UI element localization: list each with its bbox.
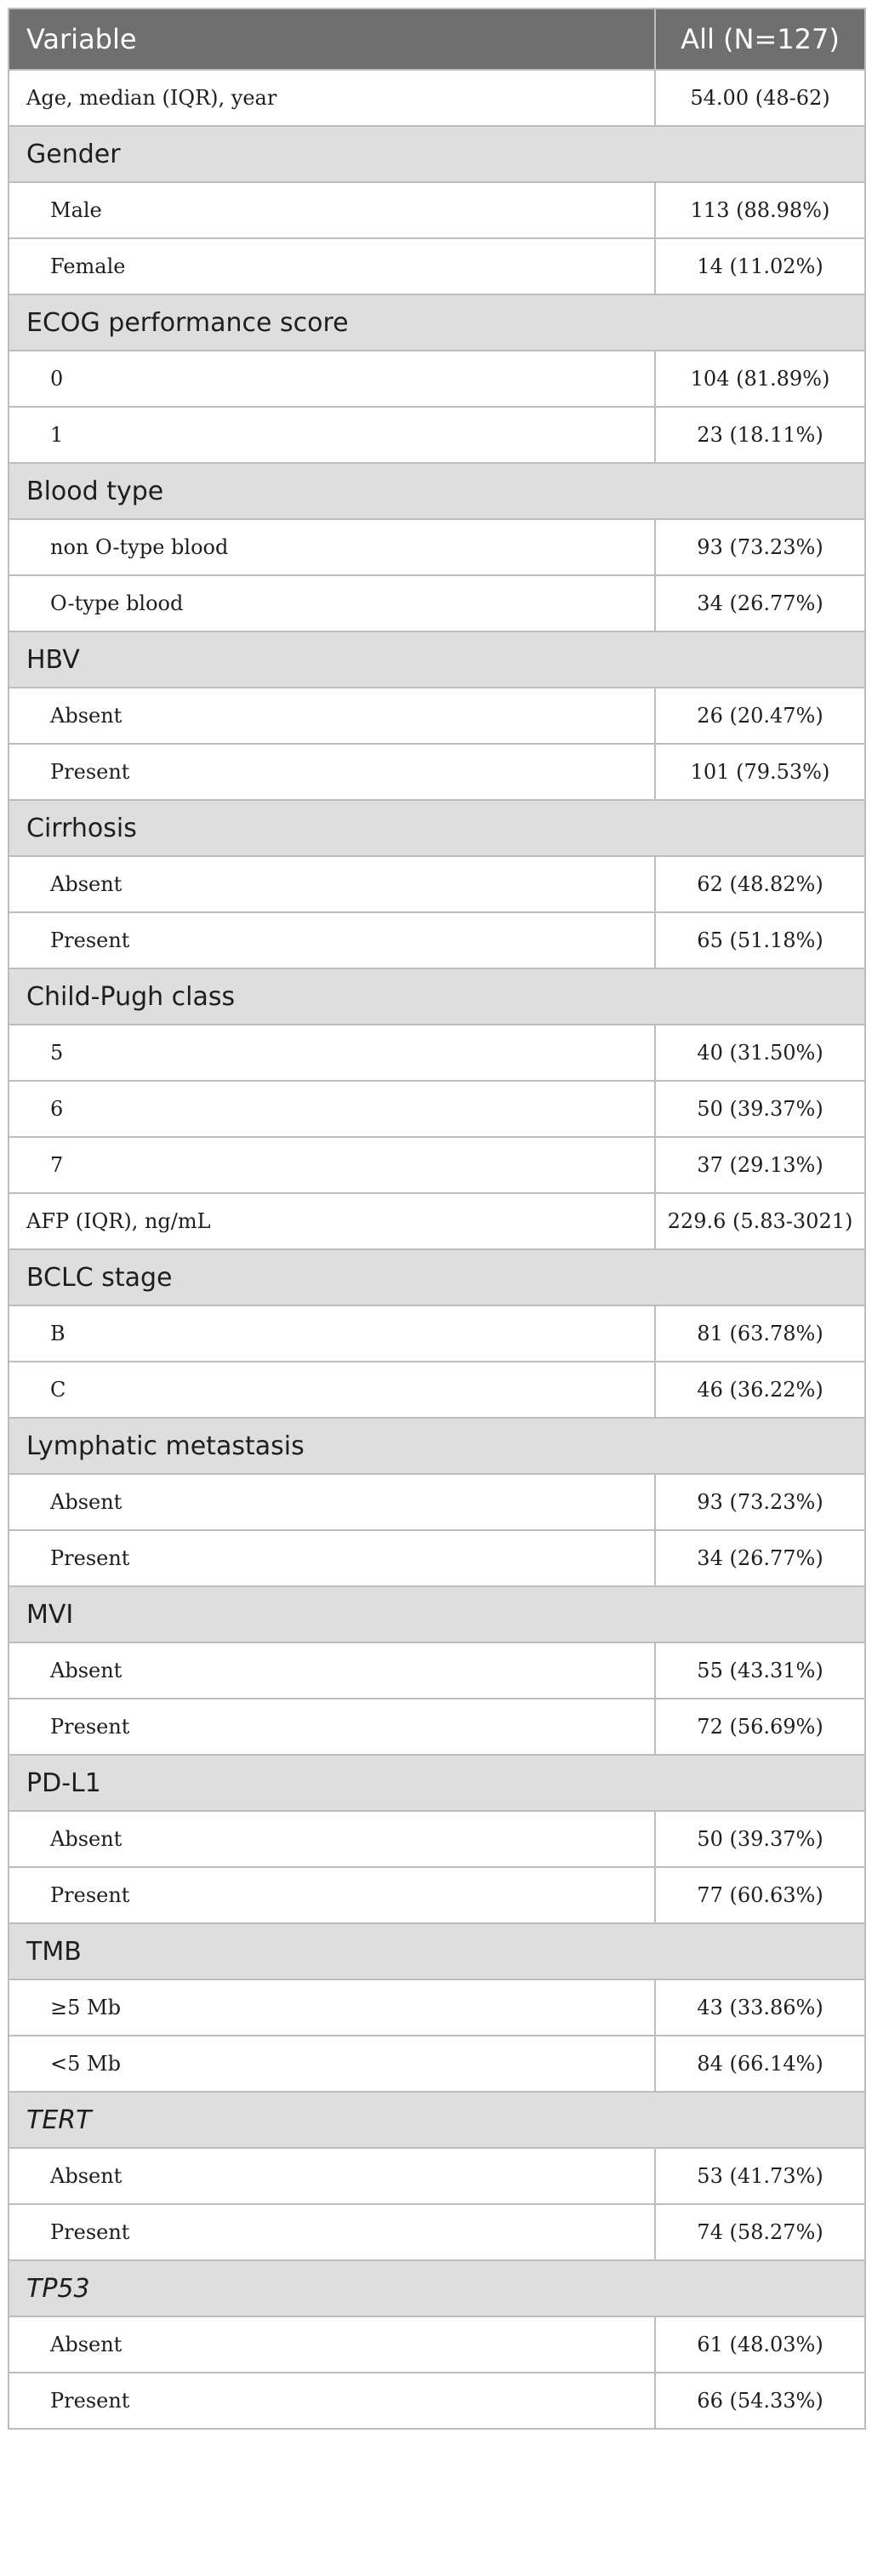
group-label: MVI bbox=[9, 1586, 865, 1642]
row-label: 0 bbox=[9, 351, 655, 407]
row-label: <5 Mb bbox=[9, 2036, 655, 2092]
table-row bbox=[9, 2204, 865, 2260]
table-row bbox=[9, 1867, 865, 1923]
row-value: 101 (79.53%) bbox=[655, 744, 865, 800]
row-label: Female bbox=[9, 238, 655, 294]
row-value: 61 (48.03%) bbox=[655, 2316, 865, 2373]
group-row bbox=[9, 126, 865, 182]
group-row bbox=[9, 1923, 865, 1979]
table-row bbox=[9, 688, 865, 744]
row-value: 50 (39.37%) bbox=[655, 1081, 865, 1137]
row-value: 229.6 (5.83-3021) bbox=[655, 1193, 865, 1249]
group-label: Blood type bbox=[9, 463, 865, 519]
header-row bbox=[9, 9, 865, 70]
row-label: Absent bbox=[9, 688, 655, 744]
row-label: Absent bbox=[9, 2316, 655, 2373]
row-label: Age, median (IQR), year bbox=[9, 70, 655, 126]
row-label: Absent bbox=[9, 856, 655, 912]
table-row bbox=[9, 2373, 865, 2429]
group-row bbox=[9, 1755, 865, 1811]
table-row bbox=[9, 575, 865, 631]
table-row bbox=[9, 182, 865, 238]
group-label: TP53 bbox=[9, 2260, 865, 2316]
table-row bbox=[9, 912, 865, 968]
row-value: 74 (58.27%) bbox=[655, 2204, 865, 2260]
row-value: 26 (20.47%) bbox=[655, 688, 865, 744]
table-row bbox=[9, 1193, 865, 1249]
group-row bbox=[9, 463, 865, 519]
row-value: 14 (11.02%) bbox=[655, 238, 865, 294]
row-value: 34 (26.77%) bbox=[655, 1530, 865, 1586]
table-row bbox=[9, 744, 865, 800]
row-value: 50 (39.37%) bbox=[655, 1811, 865, 1867]
group-label: Child-Pugh class bbox=[9, 968, 865, 1025]
row-value: 23 (18.11%) bbox=[655, 407, 865, 463]
row-label: ≥5 Mb bbox=[9, 1979, 655, 2036]
group-label: TMB bbox=[9, 1923, 865, 1979]
table-row bbox=[9, 1305, 865, 1362]
table-row bbox=[9, 2036, 865, 2092]
row-label: AFP (IQR), ng/mL bbox=[9, 1193, 655, 1249]
table-row bbox=[9, 2316, 865, 2373]
row-value: 55 (43.31%) bbox=[655, 1642, 865, 1699]
row-label: Absent bbox=[9, 1642, 655, 1699]
row-label: Absent bbox=[9, 1811, 655, 1867]
table-row bbox=[9, 1642, 865, 1699]
table-row bbox=[9, 1811, 865, 1867]
row-label: non O-type blood bbox=[9, 519, 655, 575]
row-value: 37 (29.13%) bbox=[655, 1137, 865, 1193]
baseline-characteristics-table bbox=[8, 8, 866, 2430]
group-row bbox=[9, 1586, 865, 1642]
row-value: 43 (33.86%) bbox=[655, 1979, 865, 2036]
row-label: O-type blood bbox=[9, 575, 655, 631]
group-label: Cirrhosis bbox=[9, 800, 865, 856]
row-label: Present bbox=[9, 2373, 655, 2429]
row-value: 113 (88.98%) bbox=[655, 182, 865, 238]
row-label: 7 bbox=[9, 1137, 655, 1193]
row-label: Absent bbox=[9, 1474, 655, 1530]
table-row bbox=[9, 407, 865, 463]
row-value: 93 (73.23%) bbox=[655, 519, 865, 575]
row-label: Present bbox=[9, 1530, 655, 1586]
group-row bbox=[9, 294, 865, 351]
row-label: Present bbox=[9, 1699, 655, 1755]
group-row bbox=[9, 968, 865, 1025]
group-label: TERT bbox=[9, 2092, 865, 2148]
row-value: 40 (31.50%) bbox=[655, 1025, 865, 1081]
row-value: 66 (54.33%) bbox=[655, 2373, 865, 2429]
table-row bbox=[9, 1699, 865, 1755]
row-label: C bbox=[9, 1362, 655, 1418]
row-value: 65 (51.18%) bbox=[655, 912, 865, 968]
header-variable: Variable bbox=[9, 9, 655, 70]
row-label: Present bbox=[9, 744, 655, 800]
row-value: 54.00 (48-62) bbox=[655, 70, 865, 126]
group-row bbox=[9, 631, 865, 688]
table-row bbox=[9, 1362, 865, 1418]
table-row bbox=[9, 1474, 865, 1530]
row-label: 6 bbox=[9, 1081, 655, 1137]
group-row bbox=[9, 1249, 865, 1305]
row-label: Present bbox=[9, 1867, 655, 1923]
row-value: 104 (81.89%) bbox=[655, 351, 865, 407]
row-label: Male bbox=[9, 182, 655, 238]
row-label: Present bbox=[9, 912, 655, 968]
row-value: 62 (48.82%) bbox=[655, 856, 865, 912]
table-row bbox=[9, 1025, 865, 1081]
table-row bbox=[9, 2148, 865, 2204]
group-row bbox=[9, 1418, 865, 1474]
row-value: 93 (73.23%) bbox=[655, 1474, 865, 1530]
group-label: BCLC stage bbox=[9, 1249, 865, 1305]
row-value: 46 (36.22%) bbox=[655, 1362, 865, 1418]
row-label: 5 bbox=[9, 1025, 655, 1081]
row-value: 72 (56.69%) bbox=[655, 1699, 865, 1755]
group-label: HBV bbox=[9, 631, 865, 688]
table-row bbox=[9, 856, 865, 912]
row-value: 77 (60.63%) bbox=[655, 1867, 865, 1923]
table-row bbox=[9, 1979, 865, 2036]
row-value: 34 (26.77%) bbox=[655, 575, 865, 631]
group-row bbox=[9, 2260, 865, 2316]
group-row bbox=[9, 800, 865, 856]
row-label: B bbox=[9, 1305, 655, 1362]
table-row bbox=[9, 238, 865, 294]
table-row bbox=[9, 70, 865, 126]
row-label: Present bbox=[9, 2204, 655, 2260]
table-row bbox=[9, 519, 865, 575]
header-all: All (N=127) bbox=[655, 9, 865, 70]
row-label: Absent bbox=[9, 2148, 655, 2204]
group-row bbox=[9, 2092, 865, 2148]
row-value: 84 (66.14%) bbox=[655, 2036, 865, 2092]
group-label: PD-L1 bbox=[9, 1755, 865, 1811]
table-row bbox=[9, 1081, 865, 1137]
table-row bbox=[9, 351, 865, 407]
row-value: 53 (41.73%) bbox=[655, 2148, 865, 2204]
row-value: 81 (63.78%) bbox=[655, 1305, 865, 1362]
table-row bbox=[9, 1530, 865, 1586]
table-row bbox=[9, 1137, 865, 1193]
group-label: Gender bbox=[9, 126, 865, 182]
group-label: ECOG performance score bbox=[9, 294, 865, 351]
group-label: Lymphatic metastasis bbox=[9, 1418, 865, 1474]
row-label: 1 bbox=[9, 407, 655, 463]
